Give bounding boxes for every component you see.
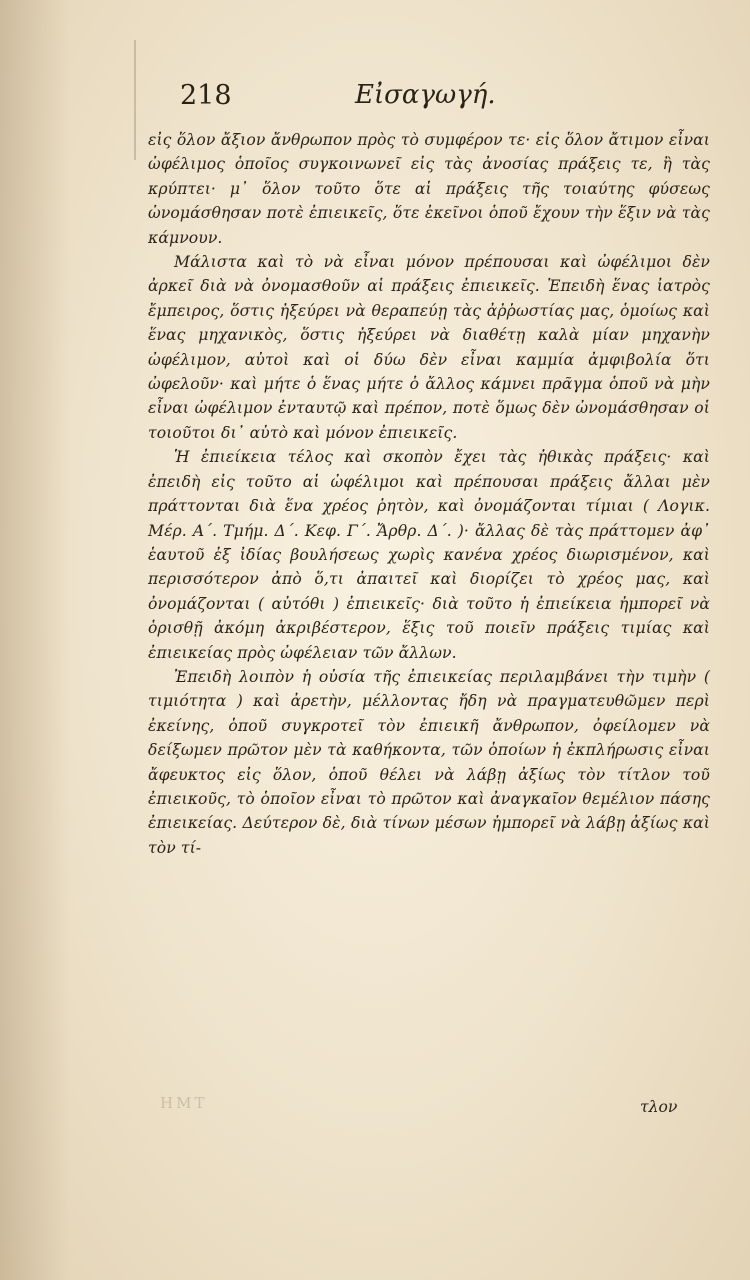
catchword: τλον — [640, 1098, 678, 1116]
running-head: Εἰσαγωγή. — [355, 80, 496, 110]
paragraph: Μάλιστα καὶ τὸ νὰ εἶναι μόνον πρέπουσαι καὶ ὠφέλιμοι δὲν ἀρκεῖ διὰ νὰ ὀνομασθοῦν αἱ πράξεις ἐπιεικεῖς. Ἐπειδὴ ἕνας ἰατρὸς ἔμπειρος, ὅστις ἠξεύρει νὰ θεραπεύῃ τὰς ἀῤῥωστίας μας, ὁμοίως καὶ ἕνας μηχανικὸς, ὅστις ἠξεύρει νὰ διαθέτῃ καλὰ μίαν μηχανὴν ὠφέλιμον, αὐτοὶ καὶ οἱ δύω δὲν εἶναι καμμία ἀμφιβολία ὅτι ὠφελοῦν· καὶ μήτε ὁ ἕνας μήτε ὁ ἄλλος κάμνει πρᾶγμα ὁποῦ νὰ μὴν εἶναι ὠφέλιμον ἐνταυτῷ καὶ πρέπον, ποτὲ ὅμως δὲν ὠνομάσθησαν οἱ τοιοῦτοι δι᾿ αὐτὸ καὶ μόνον ἐπιεικεῖς. — [148, 253, 710, 442]
paragraph: Ἐπειδὴ λοιπὸν ἡ οὐσία τῆς ἐπιεικείας περιλαμβάνει τὴν τιμὴν ( τιμιότητα ) καὶ ἀρετὴν, μέλλοντας ἤδη νὰ πραγματευθῶμεν περὶ ἐκείνης, ὁποῦ συγκροτεῖ τὸν ἐπιεικῆ ἄνθρωπον, ὀφείλομεν νὰ δείξωμεν πρῶτον μὲν τὰ καθήκοντα, τῶν ὁποίων ἡ ἐκπλήρωσις εἶναι ἄφευκτος εἰς ὅλον, ὁποῦ θέλει νὰ λάβῃ ἀξίως τὸν τίτλον τοῦ ἐπιεικοῦς, τὸ ὁποῖον εἶναι τὸ πρῶτον καὶ ἀναγκαῖον θεμέλιον πάσης ἐπιεικείας. Δεύτερον δὲ, διὰ τίνων μέσων ἠμπορεῖ νὰ λάβῃ ἀξίως καὶ τὸν τί- — [148, 667, 710, 857]
paragraph: εἰς ὅλον ἄξιον ἄνθρωπον πρὸς τὸ συμφέρον τε· εἰς ὅλον ἄτιμον εἶναι ὠφέλιμος ὁποῖος συγκοινωνεῖ εἰς τὰς ἀνοσίας πράξεις τε, ἢ τὰς κρύπτει· μ᾿ ὅλον τοῦτο ὅτε αἱ πράξεις τῆς τοιαύτης φύσεως ὠνομάσθησαν ποτὲ ἐπιεικεῖς, ὅτε ἐκεῖνοι ὁποῦ ἔχουν τὴν ἕξιν νὰ τὰς κάμνουν. — [148, 131, 710, 247]
page-number: 218 — [180, 80, 232, 111]
paragraph: Ἡ ἐπιείκεια τέλος καὶ σκοπὸν ἔχει τὰς ἠθικὰς πράξεις· καὶ ἐπειδὴ εἰς τοῦτο αἱ ὠφέλιμοι καὶ πρέπουσαι πράξεις ἄλλαι μὲν πράττονται διὰ ἕνα χρέος ῥητὸν, καὶ ὀνομάζονται τίμιαι ( Λογικ. Μέρ. Α΄. Τμήμ. Δ΄. Κεφ. Γ΄. Ἄρθρ. Δ΄. )· ἄλλας δὲ τὰς πράττομεν ἀφ᾿ ἑαυτοῦ ἐξ ἰδίας βουλήσεως χωρὶς κανένα χρέος διωρισμένον, καὶ περισσότερον ἀπὸ ὅ,τι ἀπαιτεῖ καὶ διορίζει τὸ χρέος μας, καὶ ὀνομάζονται ( αὐτόθι ) ἐπιεικεῖς· διὰ τοῦτο ἡ ἐπιείκεια ἠμπορεῖ νὰ ὁρισθῇ ἀκόμη ἀκριβέστερον, ἕξις τοῦ ποιεῖν πράξεις τιμίας καὶ ἐπιεικείας πρὸς ὠφέλειαν τῶν ἄλλων. — [148, 448, 710, 662]
bleed-through-text: ΗΜΤ — [160, 1094, 208, 1112]
page-header — [180, 80, 700, 120]
body-text — [148, 128, 710, 860]
